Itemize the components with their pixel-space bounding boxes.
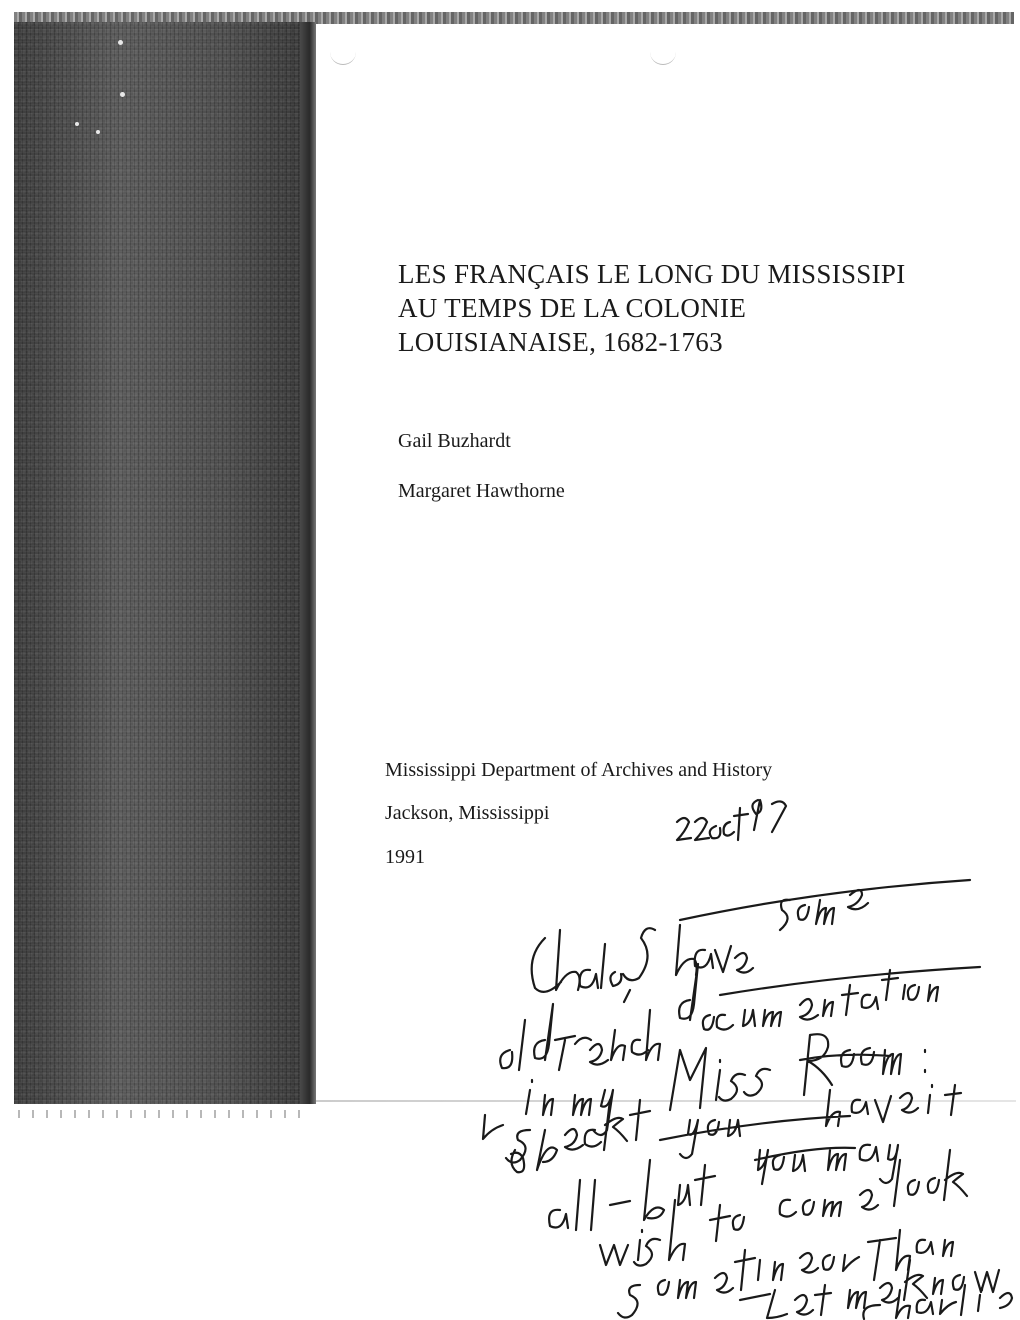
date-stroke	[677, 800, 786, 840]
note-line-7-stroke	[618, 1230, 953, 1318]
note-line-1-stroke	[532, 880, 970, 1002]
title-line-3: LOUISIANAISE, 1682-1763	[398, 327, 723, 357]
title-line-1: LES FRANÇAIS LE LONG DU MISSISSIPI	[398, 259, 906, 289]
author-1: Gail Buzhardt	[398, 430, 511, 452]
author-2: Margaret Hawthorne	[398, 480, 565, 502]
publication-year: 1991	[385, 846, 425, 868]
publication-place: Jackson, Mississippi	[385, 802, 550, 824]
note-line-2-stroke	[500, 964, 980, 1070]
publisher: Mississippi Department of Archives and History	[385, 759, 773, 781]
note-line-3-stroke	[526, 1034, 925, 1135]
title-line-2: AU TEMPS DE LA COLONIE	[398, 293, 747, 323]
